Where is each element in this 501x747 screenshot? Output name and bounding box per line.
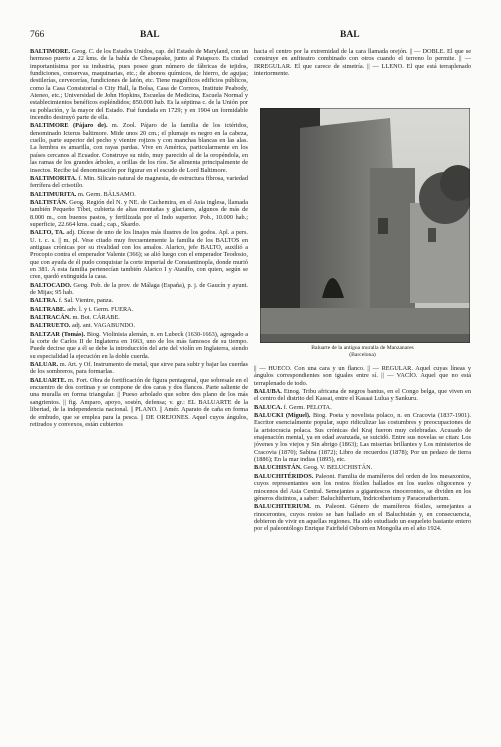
dictionary-entry: [254, 48, 471, 77]
entry-definition: m. Fort. Obra de fortificación de figura pentagonal, que sobresale en el encuentro de dos cortinas y se compone de dos caras y dos flancos. Parte saliente de una muralla en forma triangular. || Pueso arbolado que sobre dos plano de los más sangrientos. || fig. Amparo, apoyo, sostén, defensa; v. gr.: EL BALUARTE de la libertad, de la independencia nacional. || PLANO. || Amér. Aparato de caña en forma de embudo, que se emplea para la pesca. || DE OREJONES. Aquel cuyos ángulos, retirados y convexos, están cubiertos: [30, 376, 248, 428]
dictionary-entry: [30, 377, 248, 428]
entry-headword: BALTIMORITA.: [30, 174, 77, 182]
entry-headword: BALUBA.: [254, 388, 282, 396]
entry-definition: m. Art. y Of. Instrumento de metal, que sirve para subir y bajar las cuerdas de los sombreros, para formarlas.: [30, 361, 248, 376]
photo-illustration: [260, 108, 470, 343]
entry-definition: m. Germ. BÁLSAMO.: [76, 190, 136, 198]
entry-definition: f. Germ. PELOTA.: [282, 403, 332, 411]
dictionary-entry: [254, 404, 471, 411]
caption-line-1: Baluarte de la antigua muralla de Manzanares: [311, 345, 414, 351]
right-column-continuation: [254, 48, 471, 100]
baluarte-photograph: [260, 108, 470, 343]
entry-definition: Paleont. Familia de mamíferos del orden de los mesaxonios, cuyos representantes son los restos fósiles hallados en los suelos oligocenos y miocenos del Asia Central. Semejantes a gigantescos rinocerontes, se dividen en los géneros distintos, a saber: Baluchitherium, Indricotherium y Paraceratherium.: [254, 472, 471, 502]
figure-caption: [254, 345, 471, 359]
entry-headword: BALUCKI (Miguel).: [254, 412, 311, 420]
entry-definition: m. Paleont. Género de mamíferos fósiles, semejantes a rinocerontes, cuyos restos se han hallado en el Baluchistán y, en consecuencia, debieron de vivir en aquellas regiones. Ha sido estudiado un esqueleto bastante entero por el paleontólogo Enrique Fairfield Osborn en Mongolia en el año 1924.: [254, 503, 471, 533]
entry-headword: BALTZAR (Tomás).: [30, 330, 86, 338]
entry-headword: BALTOCADO.: [30, 281, 72, 289]
entry-headword: BALTIMORE.: [30, 48, 71, 55]
entry-definition: Geog. V. BELUCHISTÁN.: [301, 464, 373, 472]
entry-headword: BALTRABE.: [30, 305, 66, 313]
entry-headword: BALUARTE.: [30, 376, 67, 384]
caption-line-2: (Barcelona): [349, 352, 376, 358]
entry-definition: Biog. Violinista alemán, n. en Lubeck (1630-1663), agregado a la corte de Carlos II de Inglaterra en 1663, uno de los más famosos de su tiempo. Puede decirse que a él se debe la introducción del arte del violín en Inglaterra, siendo su especialidad la ejecución en la doble cuerda.: [30, 330, 248, 360]
dictionary-entry: [30, 199, 248, 228]
entry-definition: adj. ant. VAGABUNDO.: [70, 322, 135, 330]
dictionary-entry: [30, 48, 248, 121]
entry-definition: adj. Dícese de uno de los linajes más ilustres de los godos. Apl. a pers. U. t. c. s. || m. pl. Vese citado muy frecuentemente la familia de los BALTOS en antiguas crónicas por su rivalidad con los amalos. Alarico, jefe BALTO, auxilió a Procopio contra el emperador Valente (366); se alió luego con el emperador Teodosio, que con ayuda de él pudo conquistar la corte imperial de Constantinopla, donde murió en 381. A esta familia pertenecían también Alarico I y Ataulfo, con quien, según se cree, quedó extinguida la casa.: [30, 229, 248, 281]
running-head-left: BAL: [140, 30, 160, 40]
entry-headword: BALUAR.: [30, 361, 59, 369]
dictionary-entry: [30, 282, 248, 297]
entry-definition: f. Sal. Vientre, panza.: [57, 297, 114, 305]
entry-headword: BALUCA.: [254, 403, 283, 411]
entry-headword: BALUCHISTÁN.: [254, 464, 302, 472]
entry-headword: BALTO, TA.: [30, 229, 65, 237]
dictionary-entry: [30, 322, 248, 329]
dictionary-entry: [30, 361, 248, 376]
entry-definition: Biog. Poeta y novelista polaco, n. en Cracovia (1837-1901). Escritor esencialmente popular, supo ridiculizar las costumbres y preocupaciones de la aristocracia polaca. Sus crónicas del Kraj fueron muy celebradas. Acusado de enajenación mental, ya en edad avanzada, se suicidó. Entre sus novelas se citan: Los jóvenes y los viejos y Sin abrigo (1863); Las miserias brillantes y Los ministerios de Cracovia (1870); Sabina (1872); Libro de recuerdos (1878); Por un pedazo de tierra (1886); En la mar indias (1895), etc.: [254, 412, 471, 464]
dictionary-entry: [30, 306, 248, 313]
dictionary-entry: [254, 503, 471, 532]
dictionary-entry: [254, 464, 471, 471]
entry-definition: m. Zool. Pájaro de la familia de los ictéridos, denominado Icterus baltimore. Mide unos 20 cm.; el plumaje es negro en la cabeza, cuello, parte superior del pecho y vientre rojizos y con manchas blancas en las alas. La hembra es amarilla, con rayas pardas. Vive en América, particularmente en los países cercanos al Ecuador. Construye su nido, muy parecido al de la oropéndola, en las ramas de los grandes árboles, a orillas de los ríos. Se alimenta principalmente de insectos. Recibe tal denominación por figurar en el escudo de Lord Baltimore.: [30, 122, 248, 174]
dictionary-entry: [30, 191, 248, 198]
page-number: 766: [30, 30, 45, 40]
left-column: [30, 48, 248, 736]
page-header: [0, 30, 501, 44]
entry-definition: f. Min. Silicato natural de magnesia, de estructura fibrosa, variedad ferrífera del crisotilo.: [30, 174, 248, 190]
dictionary-entry: [254, 473, 471, 502]
dictionary-entry: [30, 175, 248, 190]
entry-headword: BALUCHITÉRIDOS.: [254, 472, 314, 480]
entry-headword: BALTRACÁN.: [30, 314, 71, 322]
dictionary-entry: [254, 388, 471, 403]
entry-definition: hacia el centro por la extremidad de la cara llamada orejón. || — DOBLE. El que se construye en anfiteatro combinado con otros cuando el terreno lo permite. || — IRREGULAR. El que carece de simetría. || — LLENO. El que está terraplenado interiormente.: [254, 48, 471, 78]
dictionary-entry: [30, 297, 248, 304]
dictionary-entry: [30, 229, 248, 280]
entry-headword: BALUCHITERIUM.: [254, 503, 311, 511]
entry-definition: Geog. C. de los Estados Unidos, cap. del Estado de Maryland, con un hermoso puerto a 22 kms. de la bahía de Chesapeake, junto al Patapsco. Es ciudad importantísima por su industria, pues posee gran número de fábricas de tejidos, fundiciones, conservas, maquinarias, etc.; de abonos químicos, de hierro, de agujas; destilerías, cervecerías, fundiciones de latón, etc. Tiene magníficos edificios públicos, como la Casa Consistorial o City Hall, la Bolsa, Casa de Correos, Institute Peabody, Ateneo, etc.; Universidad de John Hopkins, Escuelas de Medicina, Escuela Normal y establecimientos benéficos espléndidos; 850.000 hab. Es la séptima c. de la Unión por su población, y la mayor del Estado. Fué fundada en 1729; y en 1904 un formidable incendio destruyó parte de ella.: [30, 48, 248, 122]
entry-definition: Etnog. Tribu africana de negros bantus, en el Congo belga, que viven en el centro del distrito del Kassai, entre el Kasaai Lulua y Sankuru.: [254, 388, 471, 403]
dictionary-entry: [30, 122, 248, 173]
entry-definition: m. Bot. CÁRABE.: [70, 314, 120, 322]
entry-headword: BALTISTÁN.: [30, 198, 68, 206]
right-column: [254, 48, 471, 736]
entry-definition: Geog. Pob. de la prov. de Málaga (España), p. j. de Gaucín y ayunt. de Mijas; 95 hab.: [30, 281, 248, 296]
dictionary-entry: [30, 314, 248, 321]
running-head-right: BAL: [340, 30, 360, 40]
entry-definition: || — HUECO. Con una cara y un flanco. || — REGULAR. Aquel cuyas líneas y ángulos correspondientes son iguales entre sí. || — VACÍO. Aquel que no está terraplenado de todo.: [254, 365, 471, 387]
dictionary-entry: [254, 365, 471, 387]
right-column-entries: [254, 365, 471, 533]
entry-definition: Geog. Región del N. y NE. de Cachemira, en el Asia inglesa, llamada también Pequeño Tíbet, cubierta de altas montañas y glaciares, algunos de más de 8.000 m., con buenos pastos, y fertilizada por el Indo superior. Pob., 10.000 hab.; superficie, 22.664 kms. cuad.; cap., Skardo.: [30, 198, 248, 228]
dictionary-entry: [30, 331, 248, 360]
dictionary-entry: [254, 412, 471, 463]
entry-headword: BALTIMORE (Pájaro de).: [30, 122, 108, 130]
entry-headword: BALTRA.: [30, 297, 58, 305]
entry-headword: BALTIMURITA.: [30, 190, 77, 198]
entry-headword: BALTRUETO.: [30, 322, 71, 330]
entry-definition: adv. l. y t. Germ. FUERA.: [65, 305, 134, 313]
